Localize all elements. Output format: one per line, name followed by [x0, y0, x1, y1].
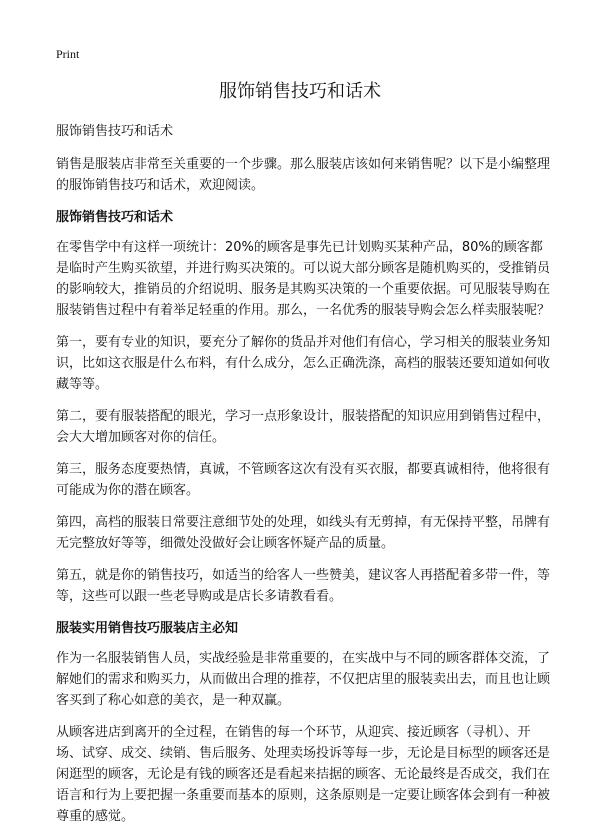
section1-paragraph: 第一，要有专业的知识，要充分了解你的货品并对他们有信心，学习相关的服装业务知识，比如这衣服是什么布料，有什么成分，怎么正确洗涤，高档的服装还要知道如何收藏等等。	[56, 335, 551, 392]
article-body	[56, 121, 554, 838]
section1-paragraph: 在零售学中有这样一项统计：20%的顾客是事先已计划购买某种产品，80%的顾客都是临时产生购买欲望，并进行购买决策的。可以说大部分顾客是随机购买的，受推销员的影响较大，推销员的介绍说明、服务是其购买决策的一个重要依据。可见服装导购在服装销售过程中有着举足轻重的作用。那么，一名优秀的服装导购会怎么样卖服装呢？	[56, 240, 551, 318]
intro-paragraph: 销售是服装店非常至关重要的一个步骤。那么服装店该如何来销售呢？以下是小编整理的服饰销售技巧和话术，欢迎阅读。	[56, 157, 551, 193]
page-title: 服饰销售技巧和话术	[219, 81, 381, 102]
section2-paragraph: 作为一名服装销售人员，实战经验是非常重要的，在实战中与不同的顾客群体交流，了解她们的需求和购买力，从而做出合理的推荐，不仅把店里的服装卖出去，而且也让顾客买到了称心如意的美衣，是一种双赢。	[56, 651, 551, 708]
section1-paragraph: 第三，服务态度要热情，真诚，不管顾客这次有没有买衣服，都要真诚相待，他将很有可能成为你的潜在顾客。	[56, 462, 551, 498]
section-heading-1: 服饰销售技巧和话术	[56, 210, 174, 225]
section-heading-2: 服装实用销售技巧服装店主必知	[56, 621, 239, 636]
section2-paragraph: 从顾客进店到离开的全过程，在销售的每一个环节，从迎宾、接近顾客（寻机）、开场、试穿、成交、续销、售后服务、处理卖场投诉等每一步，无论是目标型的顾客还是闲逛型的顾客，无论是有钱的顾客还是看起来拮据的顾客、无论最终是否成交，我们在语言和行为上要把握一条重要而基本的原则，这条原则是一定要让顾客体会到有一种被尊重的感觉。	[56, 725, 551, 824]
section1-paragraph: 第四，高档的服装日常要注意细节处的处理，如线头有无剪掉，有无保持平整，吊牌有无完整放好等等，细微处没做好会让顾客怀疑产品的质量。	[56, 515, 551, 551]
article-subtitle: 服饰销售技巧和话术	[56, 124, 174, 139]
print-label[interactable]: Print	[56, 47, 80, 61]
section1-paragraph: 第二，要有服装搭配的眼光，学习一点形象设计，服装搭配的知识应用到销售过程中，会大大增加顾客对你的信任。	[56, 409, 551, 445]
section1-paragraph: 第五，就是你的销售技巧，如适当的给客人一些赞美，建议客人再搭配着多带一件，等等，这些可以跟一些老导购或是店长多请教看看。	[56, 568, 551, 604]
